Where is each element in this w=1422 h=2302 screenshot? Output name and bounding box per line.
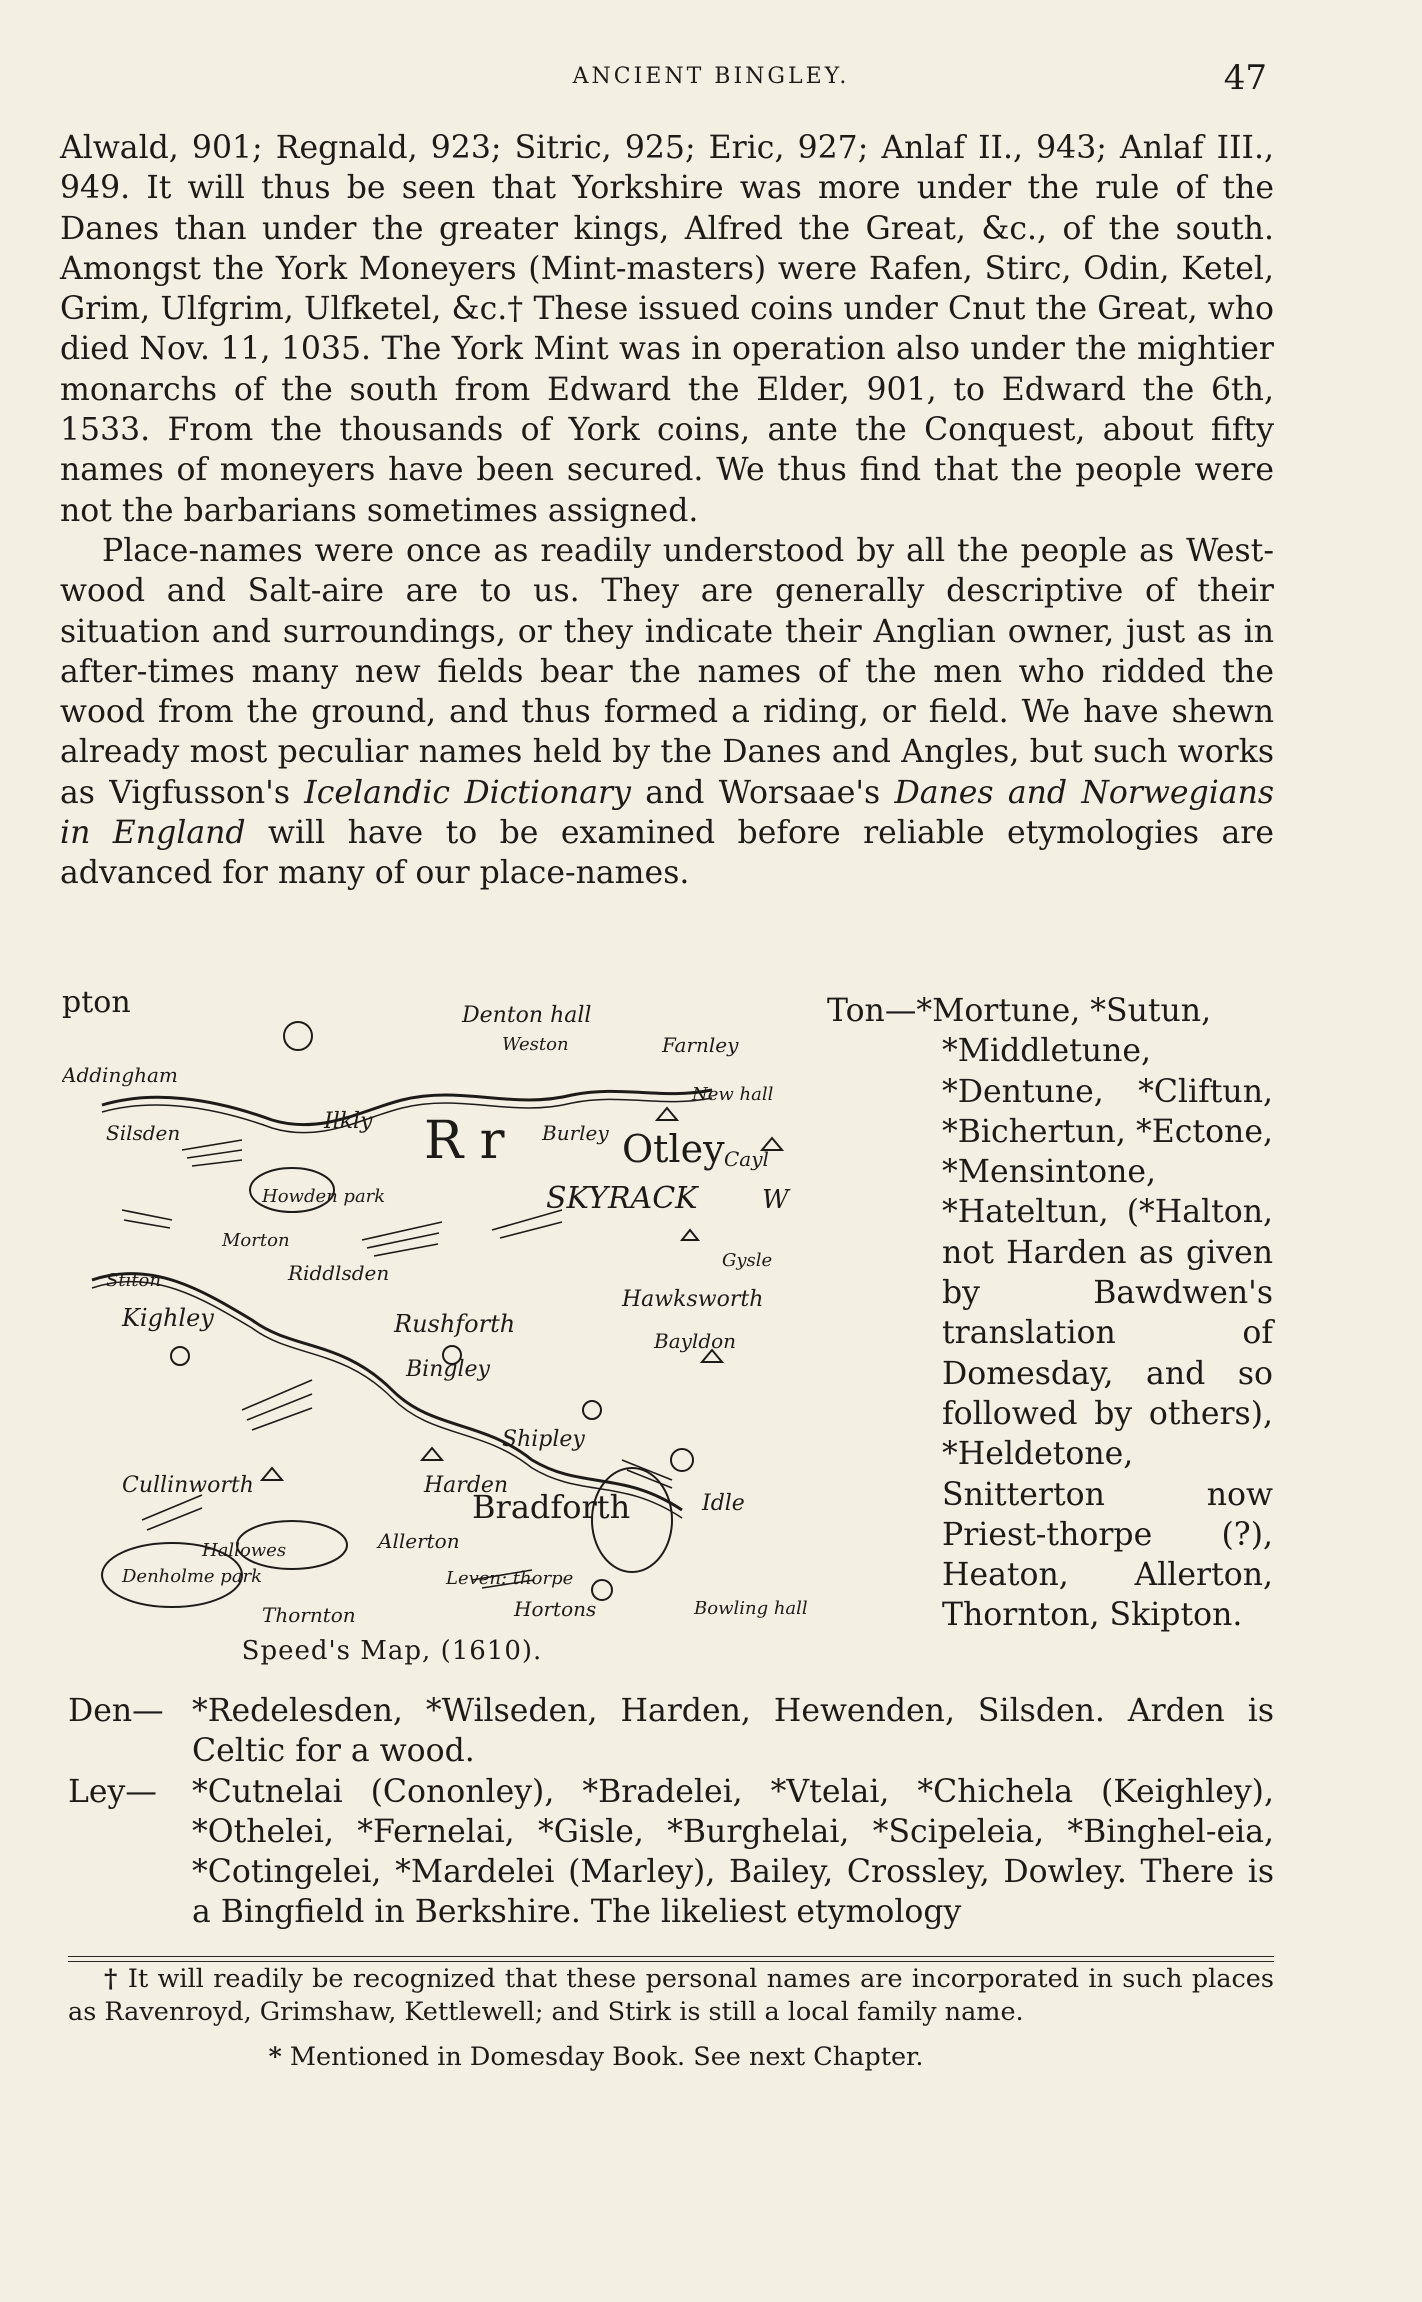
label-rushforth: Rushforth <box>394 1310 516 1338</box>
label-allerton: Allerton <box>378 1529 460 1553</box>
paragraph-text-b: and Worsaae's <box>645 774 881 811</box>
title-danes-and-norwegians: Danes and Norwegians in England <box>60 774 1275 852</box>
label-kighley: Kighley <box>122 1304 214 1332</box>
running-head <box>0 58 1422 98</box>
label-ilkley: Ilkly <box>324 1109 373 1134</box>
label-leventhorpe: Leven: thorpe <box>446 1568 574 1589</box>
label-cayle: Cayl <box>724 1147 769 1171</box>
label-idle: Idle <box>702 1491 745 1516</box>
label-denton-hall: Denton hall <box>462 1003 592 1028</box>
label-cullinworth: Cullinworth <box>122 1473 254 1498</box>
entry-ley-text: *Cutnelai (Cononley), *Bradelei, *Vtelai, *Chichela (Keighley), *Othelei, *Fernelai, *Gisle, *Burghelai, *Scipeleia, *Binghel-eia, *Cotingelei, *Mardelei (Marley), Bailey, Crossley, Dowley. There is a Bingfield in Berkshire. The likeliest etymology <box>192 1773 1274 1931</box>
label-skyrack: SKYRACK <box>546 1181 698 1216</box>
footnote-dagger <box>68 1963 1274 2029</box>
entry-ley <box>68 1772 1274 1933</box>
asterisk-mark: * <box>268 2042 282 2072</box>
label-howden-park: Howden park <box>262 1186 386 1207</box>
label-farnley: Farnley <box>662 1033 739 1057</box>
dagger-mark: † <box>104 1964 119 1994</box>
running-title: ANCIENT BINGLEY. <box>572 64 850 89</box>
entry-ley-label: Ley— <box>68 1773 157 1810</box>
label-shipley: Shipley <box>502 1427 585 1452</box>
label-weston: Weston <box>502 1034 569 1055</box>
label-stiton: Stiton <box>106 1270 161 1291</box>
map-caption <box>62 1636 722 1666</box>
label-bowling-hall: Bowling hall <box>694 1598 808 1619</box>
footnote-rule-inner <box>68 1961 1274 1962</box>
label-new-hall: New hall <box>692 1084 774 1105</box>
footnote-rule <box>68 1956 1274 1957</box>
label-harden: Harden <box>424 1473 509 1498</box>
paragraph-moneyers: Alwald, 901; Regnald, 923; Sitric, 925; Eric, 927; Anlaf II., 943; Anlaf III., 949. It will thus be seen that Yorkshire was more under the rule of the Danes than under the greater kings, Alfred the Great, &c., of the south. Amongst the York Moneyers (Mint-masters) were Rafen, Stirc, Odin, Ketel, Grim, Ulfgrim, Ulfketel, &c.† These issued coins under Cnut the Great, who died Nov. 11, 1035. The York Mint was in operation also under the mightier monarchs of the south from Edward the Elder, 901, to Edward the 6th, 1533. From the thousands of York coins, ante the Conquest, about fifty names of moneyers have been secured. We thus find that the people were not the barbarians sometimes assigned. <box>60 130 1274 529</box>
label-bradforth: Bradforth <box>472 1488 631 1526</box>
speeds-map <box>62 990 820 1630</box>
label-wapentake-w: W <box>762 1185 789 1215</box>
label-hallowes: Hallowes <box>202 1540 287 1561</box>
map-caption-title: Speed's Map, <box>241 1636 432 1666</box>
paragraph-place-names <box>60 531 1274 894</box>
page-number: 47 <box>1223 58 1267 98</box>
ton-entry-body: *Middletune, *Dentune, *Cliftun, *Bichertun, *Ectone, *Mensintone, *Hateltun, (*Halton, not Harden as given by Bawdwen's translation of Domesday, and so followed by others), *Heldetone, Snitterton now Priest-thorpe (?), Heaton, Allerton, Thornton, Skipton. <box>942 1033 1273 1634</box>
label-thornton: Thornton <box>262 1603 356 1627</box>
body-text <box>60 128 1274 894</box>
footnote-domesday <box>68 2041 1274 2074</box>
paragraph-text-c: will have to be examined before reliable etymologies are advanced for many of our place-names. <box>60 815 1274 892</box>
label-morton: Morton <box>222 1230 290 1251</box>
label-hawksworth: Hawksworth <box>622 1287 764 1312</box>
entry-den <box>68 1691 1274 1772</box>
paragraph-text-a: Place-names were once as readily understood by all the people as West-wood and Salt-aire are to us. They are generally descriptive of their situation and surroundings, or they indicate their Anglian owner, just as in after-times many new fields bear the names of the men who ridded the wood from the ground, and thus formed a riding, or field. We have shewn already most peculiar names held by the Danes and Angles, but such works as Vigfusson's <box>60 532 1274 811</box>
label-hortons: Hortons <box>514 1597 597 1621</box>
entry-den-label: Den— <box>68 1693 164 1729</box>
footnotes <box>68 1963 1274 2074</box>
label-river-r: R r <box>424 1111 505 1171</box>
label-addingham: Addingham <box>62 1063 178 1087</box>
label-bayldon: Bayldon <box>654 1329 737 1353</box>
ton-entry-head: Ton—*Mortune, *Sutun, <box>827 993 1212 1029</box>
footnote-domesday-text: Mentioned in Domesday Book. See next Chapter. <box>289 2042 924 2072</box>
map-caption-year: (1610). <box>440 1636 543 1666</box>
entry-den-text: *Redelesden, *Wilseden, Harden, Hewenden, Silsden. Arden is Celtic for a wood. <box>192 1693 1274 1770</box>
label-bingley: Bingley <box>406 1357 490 1382</box>
label-riddlesden: Riddlsden <box>288 1261 390 1285</box>
place-name-entries <box>68 1691 1274 1933</box>
label-denholme-park: Denholme park <box>122 1566 263 1587</box>
label-gysele: Gysle <box>722 1250 773 1271</box>
ton-entry <box>827 991 1273 1636</box>
speeds-map-figure <box>62 990 820 1680</box>
label-pton: pton <box>62 990 131 1020</box>
label-burley: Burley <box>542 1121 609 1145</box>
title-icelandic-dictionary: Icelandic Dictionary <box>304 774 631 811</box>
footnote-dagger-text: It will readily be recognized that these personal names are incorporated in such places as Ravenroyd, Grimshaw, Kettlewell; and Stirk is still a local family name. <box>68 1964 1274 2027</box>
label-silsden: Silsden <box>106 1121 181 1145</box>
label-otley: Otley <box>622 1127 725 1171</box>
